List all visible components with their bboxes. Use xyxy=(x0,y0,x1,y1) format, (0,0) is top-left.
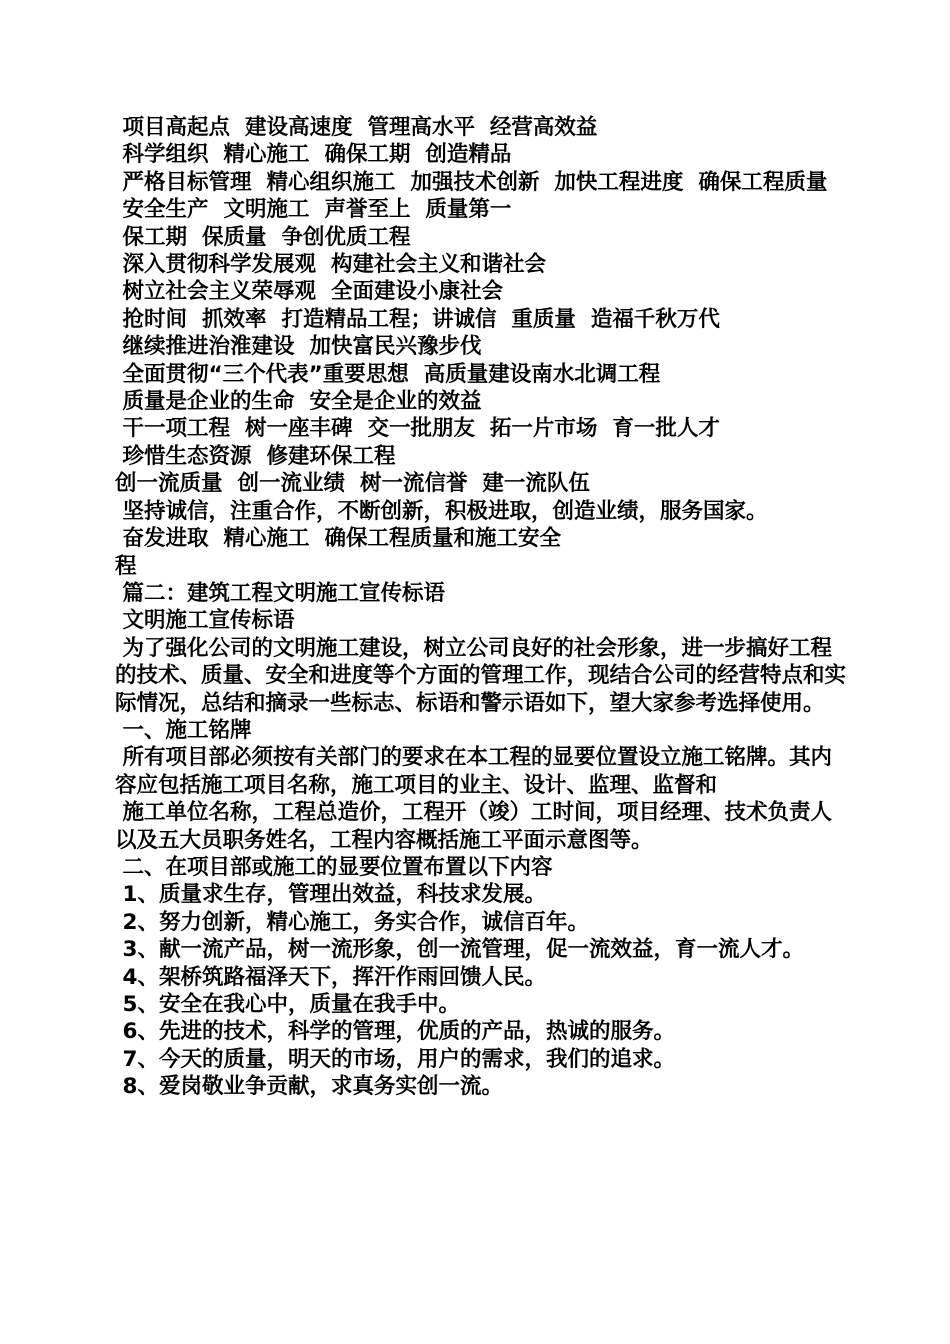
subsection-heading: 二、在项目部或施工的显要位置布置以下内容 xyxy=(115,854,553,880)
list-item: 7、今天的质量，明天的市场，用户的需求，我们的追求。 xyxy=(115,1046,675,1072)
slogan-line: 保工期 保质量 争创优质工程 xyxy=(115,224,411,250)
section-heading: 篇二：建筑工程文明施工宣传标语 xyxy=(115,580,446,606)
slogan-line: 坚持诚信，注重合作，不断创新，积极进取，创造业绩，服务国家。 xyxy=(115,498,768,524)
slogan-line: 科学组织 精心施工 确保工期 创造精品 xyxy=(115,142,512,168)
slogan-line: 全面贯彻“三个代表”重要思想 高质量建设南水北调工程 xyxy=(115,361,661,387)
subsection-heading: 一、施工铭牌 xyxy=(115,717,252,743)
list-item: 1、质量求生存，管理出效益，科技求发展。 xyxy=(115,882,546,908)
slogan-line: 程 xyxy=(115,553,137,579)
slogan-line: 深入贯彻科学发展观 构建社会主义和谐社会 xyxy=(115,252,546,278)
slogan-line: 安全生产 文明施工 声誉至上 质量第一 xyxy=(115,197,512,223)
slogan-line: 抢时间 抓效率 打造精品工程；讲诚信 重质量 造福千秋万代 xyxy=(115,306,720,332)
body-paragraph: 所有项目部必须按有关部门的要求在本工程的显要位置设立施工铭牌。其内容应包括施工项目名称，施工项目的业主、设计、监理、监督和 xyxy=(115,745,833,798)
slogan-line: 珍惜生态资源 修建环保工程 xyxy=(115,443,396,469)
list-item: 4、架桥筑路福泽天下，挥汗作雨回馈人民。 xyxy=(115,964,546,990)
list-item: 8、爱岗敬业争贡献，求真务实创一流。 xyxy=(115,1074,503,1100)
list-item: 6、先进的技术，科学的管理，优质的产品，热诚的服务。 xyxy=(115,1019,675,1045)
section-subtitle: 文明施工宣传标语 xyxy=(115,608,295,634)
slogan-line: 继续推进治淮建设 加快富民兴豫步伐 xyxy=(115,334,482,360)
intro-paragraph: 为了强化公司的文明施工建设，树立公司良好的社会形象，进一步搞好工程的技术、质量、安全和进度等个方面的管理工作，现结合公司的经营特点和实际情况，总结和摘录一些标志、标语和警示语如下，望大家参考选择使用。 xyxy=(115,635,847,716)
list-item: 5、安全在我心中，质量在我手中。 xyxy=(115,992,460,1017)
slogan-line: 奋发进取 精心施工 确保工程质量和施工安全 xyxy=(115,526,561,552)
slogan-line: 树立社会主义荣辱观 全面建设小康社会 xyxy=(115,279,503,305)
list-item: 3、献一流产品，树一流形象，创一流管理，促一流效益，育一流人才。 xyxy=(115,937,804,963)
slogan-line: 创一流质量 创一流业绩 树一流信誉 建一流队伍 xyxy=(115,471,590,497)
slogan-line: 干一项工程 树一座丰碑 交一批朋友 拓一片市场 育一批人才 xyxy=(115,416,720,442)
list-item: 2、努力创新，精心施工，务实合作，诚信百年。 xyxy=(115,909,589,935)
document-page xyxy=(115,114,850,1101)
body-paragraph: 施工单位名称，工程总造价，工程开（竣）工时间，项目经理、技术负责人以及五大员职务姓名，工程内容概括施工平面示意图等。 xyxy=(115,800,833,853)
slogan-line: 严格目标管理 精心组织施工 加强技术创新 加快工程进度 确保工程质量 xyxy=(115,169,828,195)
slogan-line: 质量是企业的生命 安全是企业的效益 xyxy=(115,389,482,415)
slogan-line: 项目高起点 建设高速度 管理高水平 经营高效益 xyxy=(115,115,598,140)
